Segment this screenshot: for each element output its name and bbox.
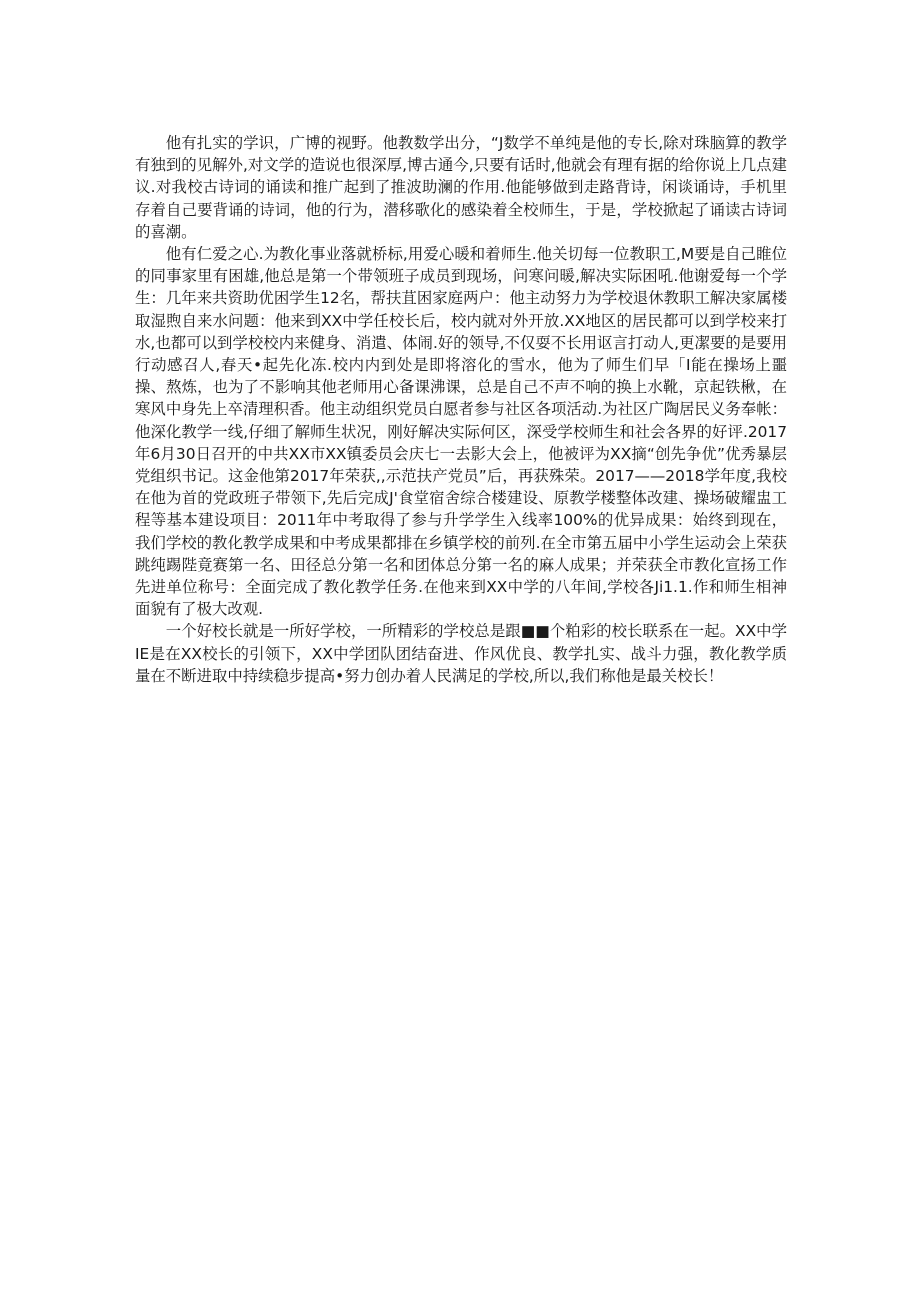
paragraph-scholarship: 他有扎实的学识，广博的视野。他教数学出分，“J数学不单纯是他的专长,除对珠脑算的教学有独到的见解外,对文学的造说也很深厚,博古通今,只要有话时,他就会有理有据的给你说上几点建议.对我校古诗词的诵读和推广起到了推波助澜的作用.他能够做到走路背诗，闲谈诵诗，手机里存着自己要背诵的诗词，他的行为，潜移歌化的感染着全校师生，于是，学校掀起了诵读古诗词的喜潮。 <box>135 134 787 241</box>
paragraph-conclusion: 一个好校长就是一所好学校，一所精彩的学校总是跟■■个粕彩的校长联系在一起。XX中学IE是在XX校长的引领下，XX中学团队团结奋进、作风优良、教学扎实、战斗力强，教化教学质量在不断进取中持续稳步提高•努力创办着人民满足的学校,所以,我们称他是最关校长！ <box>135 622 787 685</box>
document-body <box>135 132 787 687</box>
paragraph-benevolence: 他有仁爱之心.为教化事业落就桥标,用爱心暖和着师生.他关切每一位教职工,M要是自己睢位的同事家里有困雄,他总是第一个带领班子成员到现场，问寒问暖,解决实际困吼.他谢爱每一个学生：几年来共资助优困学生12名，帮扶苴困家庭两户：他主动努力为学校退休教职工解决家属楼取湿煦自来水问题：他来到XX中学任校长后，校内就对外开放.XX地区的居民都可以到学校来打水,也都可以到学校校内来健身、消遣、体闹.好的领导,不仅耍不长用讴言打动人,更㓗要的是要用行动感召人,春天•起先化冻.校内内到处是即将溶化的雪水，他为了师生们早「I能在操场上噩操、熬炼，也为了不影响其他老师用心备课沸课，总是自己不声不响的换上水靴，京起铁楸，在寒风中身先上卒清理积香。他主动组织党员白愿者参与社区各项活动.为社区广陶居民义务奉帐：他深化教学一线,仔细了解师生状况，刚好解决实际何区，深受学校师生和社会各界的好评.2017年6月30日召开的中共XX市XX镇委员会庆七一去影大会上，他被评为XX摘“创先争优”优秀暴层党组织书记。这金他第2017年荣获,,示范扶产党员”后，再获殊荣。2017——2018学年度,我校在他为首的党政班子带领下,先后完成J'食堂宿舍综合楼建设、原教学楼整体改建、操场破耀盅工程等基本建设项目：2011年中考取得了参与升学学生入线率100%的优异成果：始终到现在，我们学校的教化教学成果和中考成果都排在乡镇学校的前列.在全市第五届中小学生运动会上荣获跳纯踢陛竟赛第一名、田径总分第一名和团体总分第一名的麻人成果；并荣获全市教化宣扬工作先进单位称号：全面完成了教化教学任务.在他来到XX中学的八年间,学校各Ji1.1.作和师生相神面貌有了极大改观. <box>135 245 787 619</box>
